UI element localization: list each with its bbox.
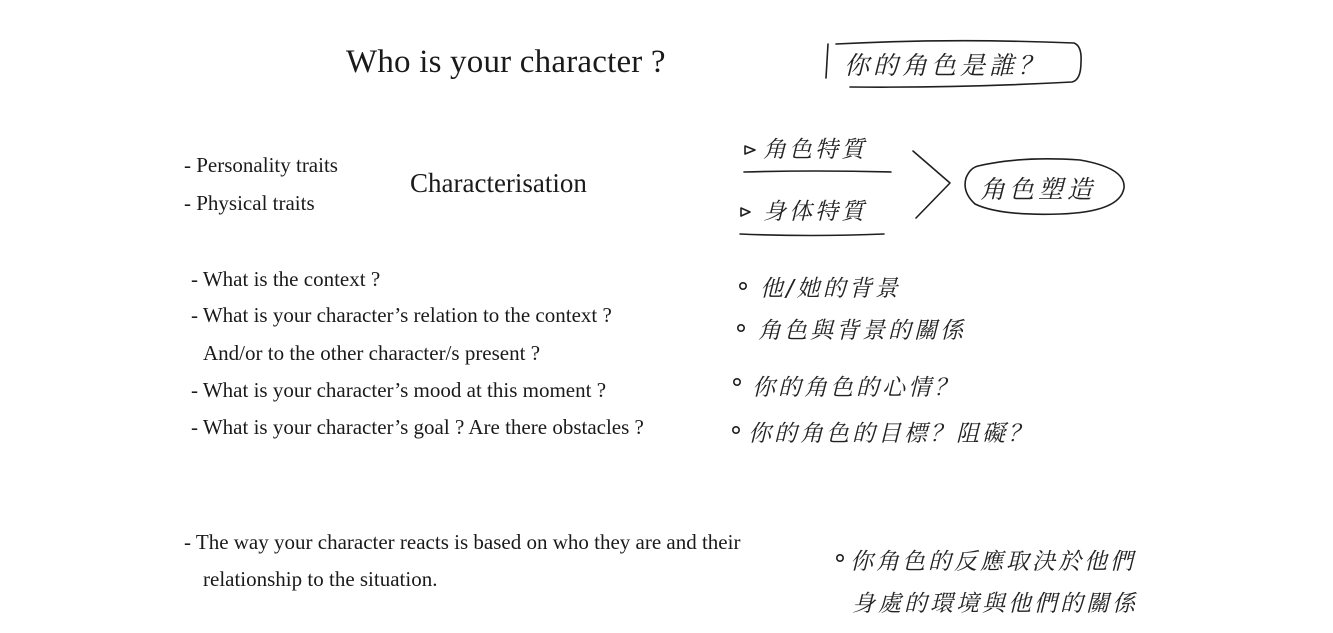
section-heading-characterisation: Characterisation <box>410 168 587 198</box>
handwritten-relation-note: 角色與背景的關係 <box>758 318 966 344</box>
question-relation-continued: And/or to the other character/s present ? <box>203 341 541 365</box>
handwritten-trait-note-personality: 角色特質 <box>763 137 867 163</box>
bullet-circle-closing <box>837 555 843 561</box>
handwritten-closing-note-line1: 你角色的反應取決於他們 <box>850 549 1136 575</box>
chevron-right-icon <box>913 151 950 218</box>
handwritten-title-note: 你的角色是誰？ <box>844 51 1048 80</box>
bullet-circle-mood <box>734 379 740 385</box>
handwritten-closing-note-line2: 身處的環境與他們的關係 <box>852 591 1138 617</box>
underline-physical <box>740 234 884 236</box>
bullet-circle-relation <box>738 325 744 331</box>
handwritten-mood-note: 你的角色的心情？ <box>752 375 960 401</box>
page-title: Who is your character ? <box>346 44 666 80</box>
title-note-bracket <box>826 44 828 78</box>
bullet-arrow-physical <box>741 208 750 216</box>
bullet-circle-context <box>740 283 746 289</box>
bullet-circle-goal <box>733 427 739 433</box>
handwritten-goal-note: 你的角色的目標？阻礙？ <box>748 421 1034 447</box>
trait-personality: - Personality traits <box>184 153 338 177</box>
underline-personality <box>744 171 891 172</box>
handwritten-characterisation-note: 角色塑造 <box>980 175 1097 204</box>
closing-statement-line1: - The way your character reacts is based on who they are and their <box>184 530 741 554</box>
question-relation: - What is your character’s relation to the context ? <box>191 303 612 327</box>
question-context: - What is the context ? <box>191 267 381 291</box>
question-goal: - What is your character’s goal ? Are there obstacles ? <box>191 415 644 439</box>
bullet-arrow-personality <box>745 146 755 154</box>
handwritten-context-note: 他/她的背景 <box>760 276 901 302</box>
trait-physical: - Physical traits <box>184 191 315 215</box>
question-mood: - What is your character’s mood at this moment ? <box>191 378 607 402</box>
handwritten-trait-note-physical: 身体特質 <box>763 199 867 225</box>
closing-statement-line2: relationship to the situation. <box>203 567 438 591</box>
